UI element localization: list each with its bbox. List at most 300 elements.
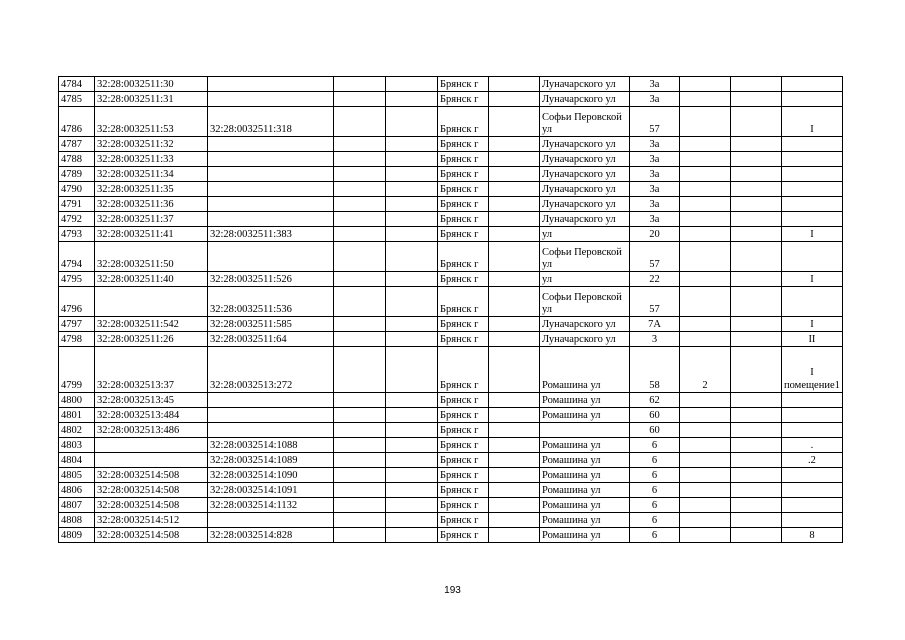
city-cell: Брянск г — [438, 453, 489, 468]
cadastral-number-cell: 32:28:0032511:542 — [95, 317, 208, 332]
empty-cell — [334, 242, 386, 272]
premises-cell — [782, 408, 843, 423]
empty-cell — [386, 513, 438, 528]
city-cell: Брянск г — [438, 152, 489, 167]
row-number-cell: 4791 — [59, 197, 95, 212]
row-number-cell: 4789 — [59, 167, 95, 182]
empty-cell — [489, 498, 540, 513]
empty-cell — [386, 408, 438, 423]
empty-cell — [489, 182, 540, 197]
empty-cell — [386, 167, 438, 182]
city-cell: Брянск г — [438, 483, 489, 498]
empty-cell — [386, 468, 438, 483]
empty-cell — [334, 167, 386, 182]
empty-cell — [334, 182, 386, 197]
house-cell: 3а — [630, 197, 680, 212]
cadastral-number-cell: 32:28:0032514:508 — [95, 528, 208, 543]
empty-cell — [489, 92, 540, 107]
page-number: 193 — [444, 585, 461, 596]
premises-cadastral-cell: 32:28:0032511:536 — [208, 287, 334, 317]
empty-cell — [489, 423, 540, 438]
empty-cell — [386, 332, 438, 347]
flat-cell — [680, 77, 731, 92]
table-row — [59, 408, 843, 423]
flat-cell — [680, 137, 731, 152]
empty-cell — [386, 212, 438, 227]
flat-cell — [680, 182, 731, 197]
house-cell: 3а — [630, 167, 680, 182]
premises-cell — [782, 167, 843, 182]
table-row — [59, 167, 843, 182]
cadastral-number-cell — [95, 453, 208, 468]
street-cell: Софьи Перовской ул — [540, 107, 630, 137]
empty-cell — [731, 212, 782, 227]
empty-cell — [334, 107, 386, 137]
city-cell: Брянск г — [438, 393, 489, 408]
flat-cell — [680, 332, 731, 347]
house-cell: 6 — [630, 438, 680, 453]
street-cell: ул — [540, 272, 630, 287]
cadastral-number-cell: 32:28:0032511:53 — [95, 107, 208, 137]
flat-cell — [680, 468, 731, 483]
empty-cell — [386, 272, 438, 287]
empty-cell — [334, 528, 386, 543]
empty-cell — [731, 287, 782, 317]
empty-cell — [489, 513, 540, 528]
row-number-cell: 4801 — [59, 408, 95, 423]
empty-cell — [334, 77, 386, 92]
empty-cell — [731, 423, 782, 438]
house-cell: 60 — [630, 408, 680, 423]
flat-cell — [680, 272, 731, 287]
empty-cell — [386, 107, 438, 137]
flat-cell — [680, 242, 731, 272]
row-number-cell: 4804 — [59, 453, 95, 468]
street-cell: Ромашина ул — [540, 498, 630, 513]
city-cell: Брянск г — [438, 347, 489, 393]
empty-cell — [334, 152, 386, 167]
city-cell: Брянск г — [438, 408, 489, 423]
row-number-cell: 4795 — [59, 272, 95, 287]
flat-cell — [680, 528, 731, 543]
street-cell: Луначарского ул — [540, 77, 630, 92]
flat-cell — [680, 438, 731, 453]
cadastral-number-cell: 32:28:0032511:33 — [95, 152, 208, 167]
table-row — [59, 423, 843, 438]
city-cell: Брянск г — [438, 528, 489, 543]
row-number-cell: 4799 — [59, 347, 95, 393]
city-cell: Брянск г — [438, 287, 489, 317]
empty-cell — [489, 408, 540, 423]
table-row — [59, 197, 843, 212]
flat-cell — [680, 92, 731, 107]
empty-cell — [386, 92, 438, 107]
empty-cell — [334, 347, 386, 393]
house-cell: 7А — [630, 317, 680, 332]
empty-cell — [334, 513, 386, 528]
cadastral-number-cell: 32:28:0032511:26 — [95, 332, 208, 347]
premises-cadastral-cell: 32:28:0032514:1132 — [208, 498, 334, 513]
premises-cadastral-cell — [208, 92, 334, 107]
table-row — [59, 227, 843, 242]
table-row — [59, 528, 843, 543]
city-cell: Брянск г — [438, 137, 489, 152]
street-cell: Луначарского ул — [540, 212, 630, 227]
empty-cell — [731, 272, 782, 287]
row-number-cell: 4798 — [59, 332, 95, 347]
street-cell: Ромашина ул — [540, 408, 630, 423]
empty-cell — [731, 167, 782, 182]
row-number-cell: 4786 — [59, 107, 95, 137]
house-cell: 3а — [630, 152, 680, 167]
empty-cell — [489, 212, 540, 227]
cadastral-number-cell: 32:28:0032511:41 — [95, 227, 208, 242]
empty-cell — [489, 287, 540, 317]
cadastral-number-cell: 32:28:0032511:35 — [95, 182, 208, 197]
city-cell: Брянск г — [438, 272, 489, 287]
empty-cell — [334, 423, 386, 438]
premises-cell — [782, 212, 843, 227]
cadastral-number-cell: 32:28:0032513:45 — [95, 393, 208, 408]
empty-cell — [731, 513, 782, 528]
empty-cell — [731, 483, 782, 498]
empty-cell — [334, 212, 386, 227]
empty-cell — [334, 197, 386, 212]
empty-cell — [386, 182, 438, 197]
empty-cell — [489, 317, 540, 332]
empty-cell — [386, 317, 438, 332]
street-cell: Ромашина ул — [540, 453, 630, 468]
house-cell: 6 — [630, 528, 680, 543]
empty-cell — [731, 438, 782, 453]
empty-cell — [334, 317, 386, 332]
flat-cell — [680, 167, 731, 182]
empty-cell — [386, 197, 438, 212]
cadastral-number-cell: 32:28:0032513:486 — [95, 423, 208, 438]
city-cell: Брянск г — [438, 182, 489, 197]
city-cell: Брянск г — [438, 513, 489, 528]
row-number-cell: 4808 — [59, 513, 95, 528]
premises-cell — [782, 197, 843, 212]
city-cell: Брянск г — [438, 212, 489, 227]
street-cell: ул — [540, 227, 630, 242]
house-cell: 60 — [630, 423, 680, 438]
row-number-cell: 4809 — [59, 528, 95, 543]
city-cell: Брянск г — [438, 197, 489, 212]
empty-cell — [731, 408, 782, 423]
empty-cell — [386, 137, 438, 152]
premises-cadastral-cell: 32:28:0032511:64 — [208, 332, 334, 347]
flat-cell — [680, 227, 731, 242]
premises-cadastral-cell — [208, 212, 334, 227]
premises-cell — [782, 468, 843, 483]
city-cell: Брянск г — [438, 468, 489, 483]
city-cell: Брянск г — [438, 317, 489, 332]
street-cell: Луначарского ул — [540, 137, 630, 152]
premises-cell — [782, 393, 843, 408]
flat-cell: 2 — [680, 347, 731, 393]
street-cell: Ромашина ул — [540, 468, 630, 483]
table-row — [59, 393, 843, 408]
premises-cell: II — [782, 332, 843, 347]
street-cell: Ромашина ул — [540, 528, 630, 543]
street-cell: Луначарского ул — [540, 197, 630, 212]
empty-cell — [489, 77, 540, 92]
cadastral-number-cell: 32:28:0032513:484 — [95, 408, 208, 423]
house-cell: 57 — [630, 287, 680, 317]
premises-cell — [782, 513, 843, 528]
premises-cadastral-cell — [208, 408, 334, 423]
table-row — [59, 317, 843, 332]
empty-cell — [334, 227, 386, 242]
table-row — [59, 77, 843, 92]
city-cell: Брянск г — [438, 92, 489, 107]
row-number-cell: 4788 — [59, 152, 95, 167]
flat-cell — [680, 498, 731, 513]
cadastral-number-cell — [95, 287, 208, 317]
premises-cell — [782, 423, 843, 438]
city-cell: Брянск г — [438, 423, 489, 438]
empty-cell — [334, 483, 386, 498]
table-row — [59, 137, 843, 152]
city-cell: Брянск г — [438, 242, 489, 272]
flat-cell — [680, 453, 731, 468]
premises-cadastral-cell: 32:28:0032514:1091 — [208, 483, 334, 498]
house-cell: 6 — [630, 513, 680, 528]
street-cell: Луначарского ул — [540, 92, 630, 107]
street-cell: Ромашина ул — [540, 513, 630, 528]
premises-cell — [782, 137, 843, 152]
premises-cadastral-cell — [208, 77, 334, 92]
house-cell: 62 — [630, 393, 680, 408]
register-table — [58, 76, 843, 543]
row-number-cell: 4794 — [59, 242, 95, 272]
city-cell: Брянск г — [438, 107, 489, 137]
premises-cell — [782, 483, 843, 498]
house-cell: 57 — [630, 242, 680, 272]
empty-cell — [489, 242, 540, 272]
cadastral-number-cell: 32:28:0032514:508 — [95, 498, 208, 513]
empty-cell — [334, 453, 386, 468]
house-cell: 6 — [630, 453, 680, 468]
empty-cell — [731, 498, 782, 513]
empty-cell — [386, 77, 438, 92]
empty-cell — [731, 182, 782, 197]
premises-cell: I — [782, 107, 843, 137]
empty-cell — [731, 468, 782, 483]
street-cell: Луначарского ул — [540, 317, 630, 332]
cadastral-number-cell: 32:28:0032511:32 — [95, 137, 208, 152]
house-cell: 6 — [630, 468, 680, 483]
house-cell: 3а — [630, 77, 680, 92]
premises-cadastral-cell — [208, 167, 334, 182]
row-number-cell: 4792 — [59, 212, 95, 227]
table-row — [59, 152, 843, 167]
row-number-cell: 4797 — [59, 317, 95, 332]
street-cell: Луначарского ул — [540, 152, 630, 167]
house-cell: 20 — [630, 227, 680, 242]
cadastral-number-cell: 32:28:0032513:37 — [95, 347, 208, 393]
city-cell: Брянск г — [438, 438, 489, 453]
empty-cell — [334, 438, 386, 453]
empty-cell — [489, 272, 540, 287]
premises-cadastral-cell: 32:28:0032514:1088 — [208, 438, 334, 453]
premises-cell: I — [782, 227, 843, 242]
premises-cadastral-cell: 32:28:0032511:383 — [208, 227, 334, 242]
empty-cell — [489, 468, 540, 483]
premises-cadastral-cell: 32:28:0032511:318 — [208, 107, 334, 137]
empty-cell — [731, 347, 782, 393]
row-number-cell: 4807 — [59, 498, 95, 513]
table-row — [59, 332, 843, 347]
flat-cell — [680, 423, 731, 438]
house-cell: 6 — [630, 498, 680, 513]
premises-cadastral-cell — [208, 197, 334, 212]
cadastral-number-cell: 32:28:0032511:30 — [95, 77, 208, 92]
house-cell: 6 — [630, 483, 680, 498]
empty-cell — [489, 332, 540, 347]
empty-cell — [334, 287, 386, 317]
cadastral-number-cell: 32:28:0032511:50 — [95, 242, 208, 272]
premises-cadastral-cell: 32:28:0032511:585 — [208, 317, 334, 332]
house-cell: 3а — [630, 182, 680, 197]
empty-cell — [386, 498, 438, 513]
table-row — [59, 453, 843, 468]
empty-cell — [731, 227, 782, 242]
empty-cell — [386, 438, 438, 453]
empty-cell — [731, 152, 782, 167]
premises-cadastral-cell: 32:28:0032514:1090 — [208, 468, 334, 483]
empty-cell — [386, 423, 438, 438]
city-cell: Брянск г — [438, 167, 489, 182]
empty-cell — [386, 152, 438, 167]
empty-cell — [731, 393, 782, 408]
table-row — [59, 92, 843, 107]
empty-cell — [489, 453, 540, 468]
city-cell: Брянск г — [438, 77, 489, 92]
row-number-cell: 4806 — [59, 483, 95, 498]
premises-cadastral-cell — [208, 152, 334, 167]
street-cell: Ромашина ул — [540, 483, 630, 498]
empty-cell — [731, 528, 782, 543]
premises-cadastral-cell — [208, 137, 334, 152]
premises-cell: I помещение1 — [782, 347, 843, 393]
cadastral-number-cell: 32:28:0032514:508 — [95, 483, 208, 498]
street-cell: Софьи Перовской ул — [540, 287, 630, 317]
empty-cell — [731, 77, 782, 92]
cadastral-number-cell: 32:28:0032514:512 — [95, 513, 208, 528]
empty-cell — [334, 92, 386, 107]
row-number-cell: 4803 — [59, 438, 95, 453]
row-number-cell: 4793 — [59, 227, 95, 242]
empty-cell — [731, 332, 782, 347]
empty-cell — [731, 107, 782, 137]
empty-cell — [334, 498, 386, 513]
flat-cell — [680, 152, 731, 167]
premises-cell — [782, 182, 843, 197]
cadastral-number-cell: 32:28:0032511:40 — [95, 272, 208, 287]
premises-cadastral-cell — [208, 182, 334, 197]
row-number-cell: 4785 — [59, 92, 95, 107]
street-cell: Луначарского ул — [540, 167, 630, 182]
cadastral-number-cell: 32:28:0032514:508 — [95, 468, 208, 483]
empty-cell — [731, 242, 782, 272]
premises-cadastral-cell — [208, 393, 334, 408]
row-number-cell: 4787 — [59, 137, 95, 152]
empty-cell — [731, 197, 782, 212]
empty-cell — [489, 197, 540, 212]
row-number-cell: 4805 — [59, 468, 95, 483]
premises-cell: I — [782, 272, 843, 287]
empty-cell — [489, 167, 540, 182]
street-cell: Софьи Перовской ул — [540, 242, 630, 272]
table-row — [59, 272, 843, 287]
empty-cell — [386, 287, 438, 317]
empty-cell — [386, 483, 438, 498]
empty-cell — [386, 453, 438, 468]
street-cell: Ромашина ул — [540, 347, 630, 393]
row-number-cell: 4796 — [59, 287, 95, 317]
premises-cell: . — [782, 438, 843, 453]
house-cell: 3а — [630, 212, 680, 227]
table-row — [59, 483, 843, 498]
table-row — [59, 287, 843, 317]
empty-cell — [334, 468, 386, 483]
house-cell: 57 — [630, 107, 680, 137]
street-cell — [540, 423, 630, 438]
empty-cell — [489, 107, 540, 137]
table-row — [59, 212, 843, 227]
table-row — [59, 242, 843, 272]
flat-cell — [680, 107, 731, 137]
empty-cell — [731, 317, 782, 332]
register-body — [59, 77, 843, 543]
house-cell: 3а — [630, 137, 680, 152]
table-row — [59, 182, 843, 197]
premises-cell: I — [782, 317, 843, 332]
street-cell: Луначарского ул — [540, 182, 630, 197]
premises-cadastral-cell — [208, 242, 334, 272]
cadastral-number-cell: 32:28:0032511:36 — [95, 197, 208, 212]
premises-cell — [782, 92, 843, 107]
empty-cell — [334, 408, 386, 423]
empty-cell — [489, 152, 540, 167]
flat-cell — [680, 197, 731, 212]
premises-cadastral-cell — [208, 513, 334, 528]
premises-cell — [782, 77, 843, 92]
table-row — [59, 347, 843, 393]
house-cell: 22 — [630, 272, 680, 287]
table-row — [59, 498, 843, 513]
premises-cadastral-cell — [208, 423, 334, 438]
table-row — [59, 107, 843, 137]
house-cell: 3 — [630, 332, 680, 347]
house-cell: 58 — [630, 347, 680, 393]
empty-cell — [489, 137, 540, 152]
cadastral-number-cell: 32:28:0032511:37 — [95, 212, 208, 227]
street-cell: Ромашина ул — [540, 438, 630, 453]
flat-cell — [680, 408, 731, 423]
premises-cadastral-cell: 32:28:0032513:272 — [208, 347, 334, 393]
premises-cadastral-cell: 32:28:0032514:1089 — [208, 453, 334, 468]
flat-cell — [680, 287, 731, 317]
city-cell: Брянск г — [438, 332, 489, 347]
cadastral-number-cell: 32:28:0032511:34 — [95, 167, 208, 182]
row-number-cell: 4790 — [59, 182, 95, 197]
premises-cell — [782, 498, 843, 513]
row-number-cell: 4802 — [59, 423, 95, 438]
house-cell: 3а — [630, 92, 680, 107]
